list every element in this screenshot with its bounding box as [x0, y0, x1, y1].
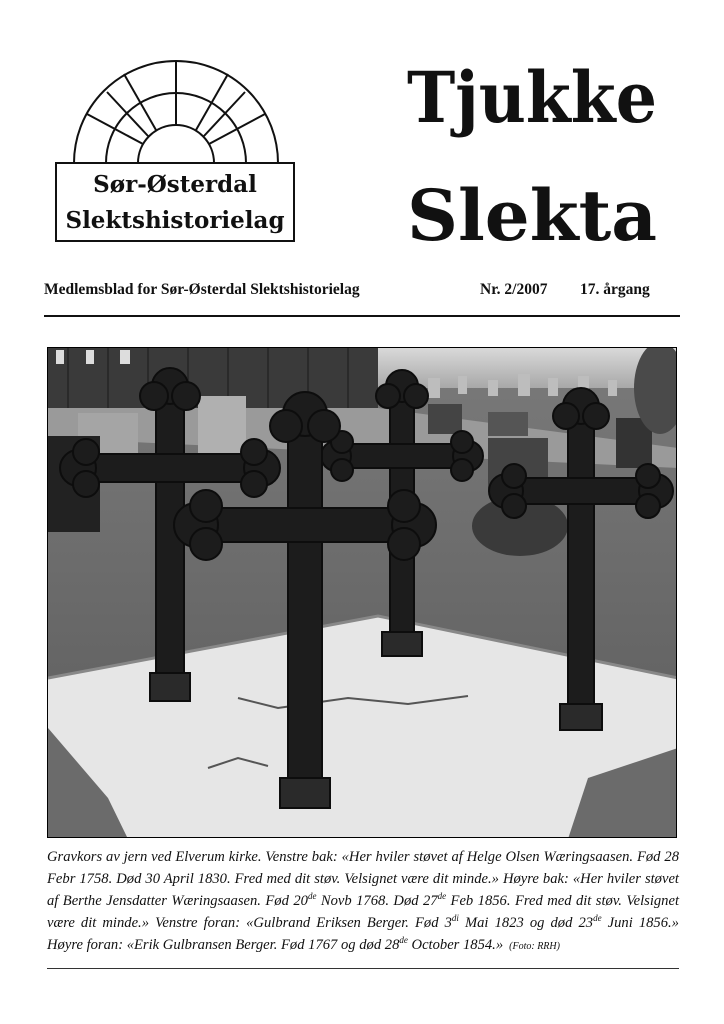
publication-subtitle: Medlemsblad for Sør-Østerdal Slektshistorielag: [44, 281, 360, 298]
cover-photo: [47, 347, 677, 838]
cemetery-crosses-photo: [48, 348, 677, 838]
logo-line-2: Slektshistorielag: [65, 207, 285, 234]
top-divider: [44, 315, 680, 317]
subtitle-row: [44, 281, 680, 301]
photo-caption: [47, 846, 679, 958]
caption-sup: de: [307, 891, 317, 902]
masthead-title: [398, 50, 666, 255]
masthead-word-2: Slekta: [407, 174, 657, 255]
masthead-word-1: Tjukke: [407, 56, 657, 139]
caption-part: October 1854.»: [407, 937, 504, 953]
volume-year: 17. årgang: [580, 281, 650, 298]
caption-part: Novb 1768. Død 27: [316, 893, 438, 909]
bottom-divider: [47, 968, 679, 969]
caption-part: Gravkors av jern ved Elverum kirke. Venstre bak: «Her hviler støvet af Helge Olsen Wæringsaasen. Fød 28 Febr 1758. Død 30 April 1830. Fred med dit støv. Velsignet være dit minde.» Høyre bak: «Her hviler støvet af Berthe Jensdatter Wæringsaasen. Fød 20: [47, 849, 679, 909]
caption-part: Juni 1856.» Høyre foran: «Erik Gulbransen Berger. Fød 1767 og død 28: [47, 915, 679, 953]
caption-part: Feb 1856. Fred med dit støv. Velsignet være dit minde.» Venstre foran: «Gulbrand Eriksen Berger. Fød 3: [47, 893, 680, 931]
logo-line-1: Sør-Østerdal: [93, 171, 257, 198]
caption-part: Mai 1823 og død 23: [458, 915, 594, 931]
caption-sup: de: [593, 913, 602, 924]
caption-sup: de: [437, 891, 447, 902]
photo-credit: (Foto: RRH): [509, 941, 560, 952]
society-logo: [52, 58, 298, 244]
caption-sup: de: [399, 935, 408, 946]
caption-sup: di: [451, 913, 459, 924]
issue-number: Nr. 2/2007: [480, 281, 548, 298]
